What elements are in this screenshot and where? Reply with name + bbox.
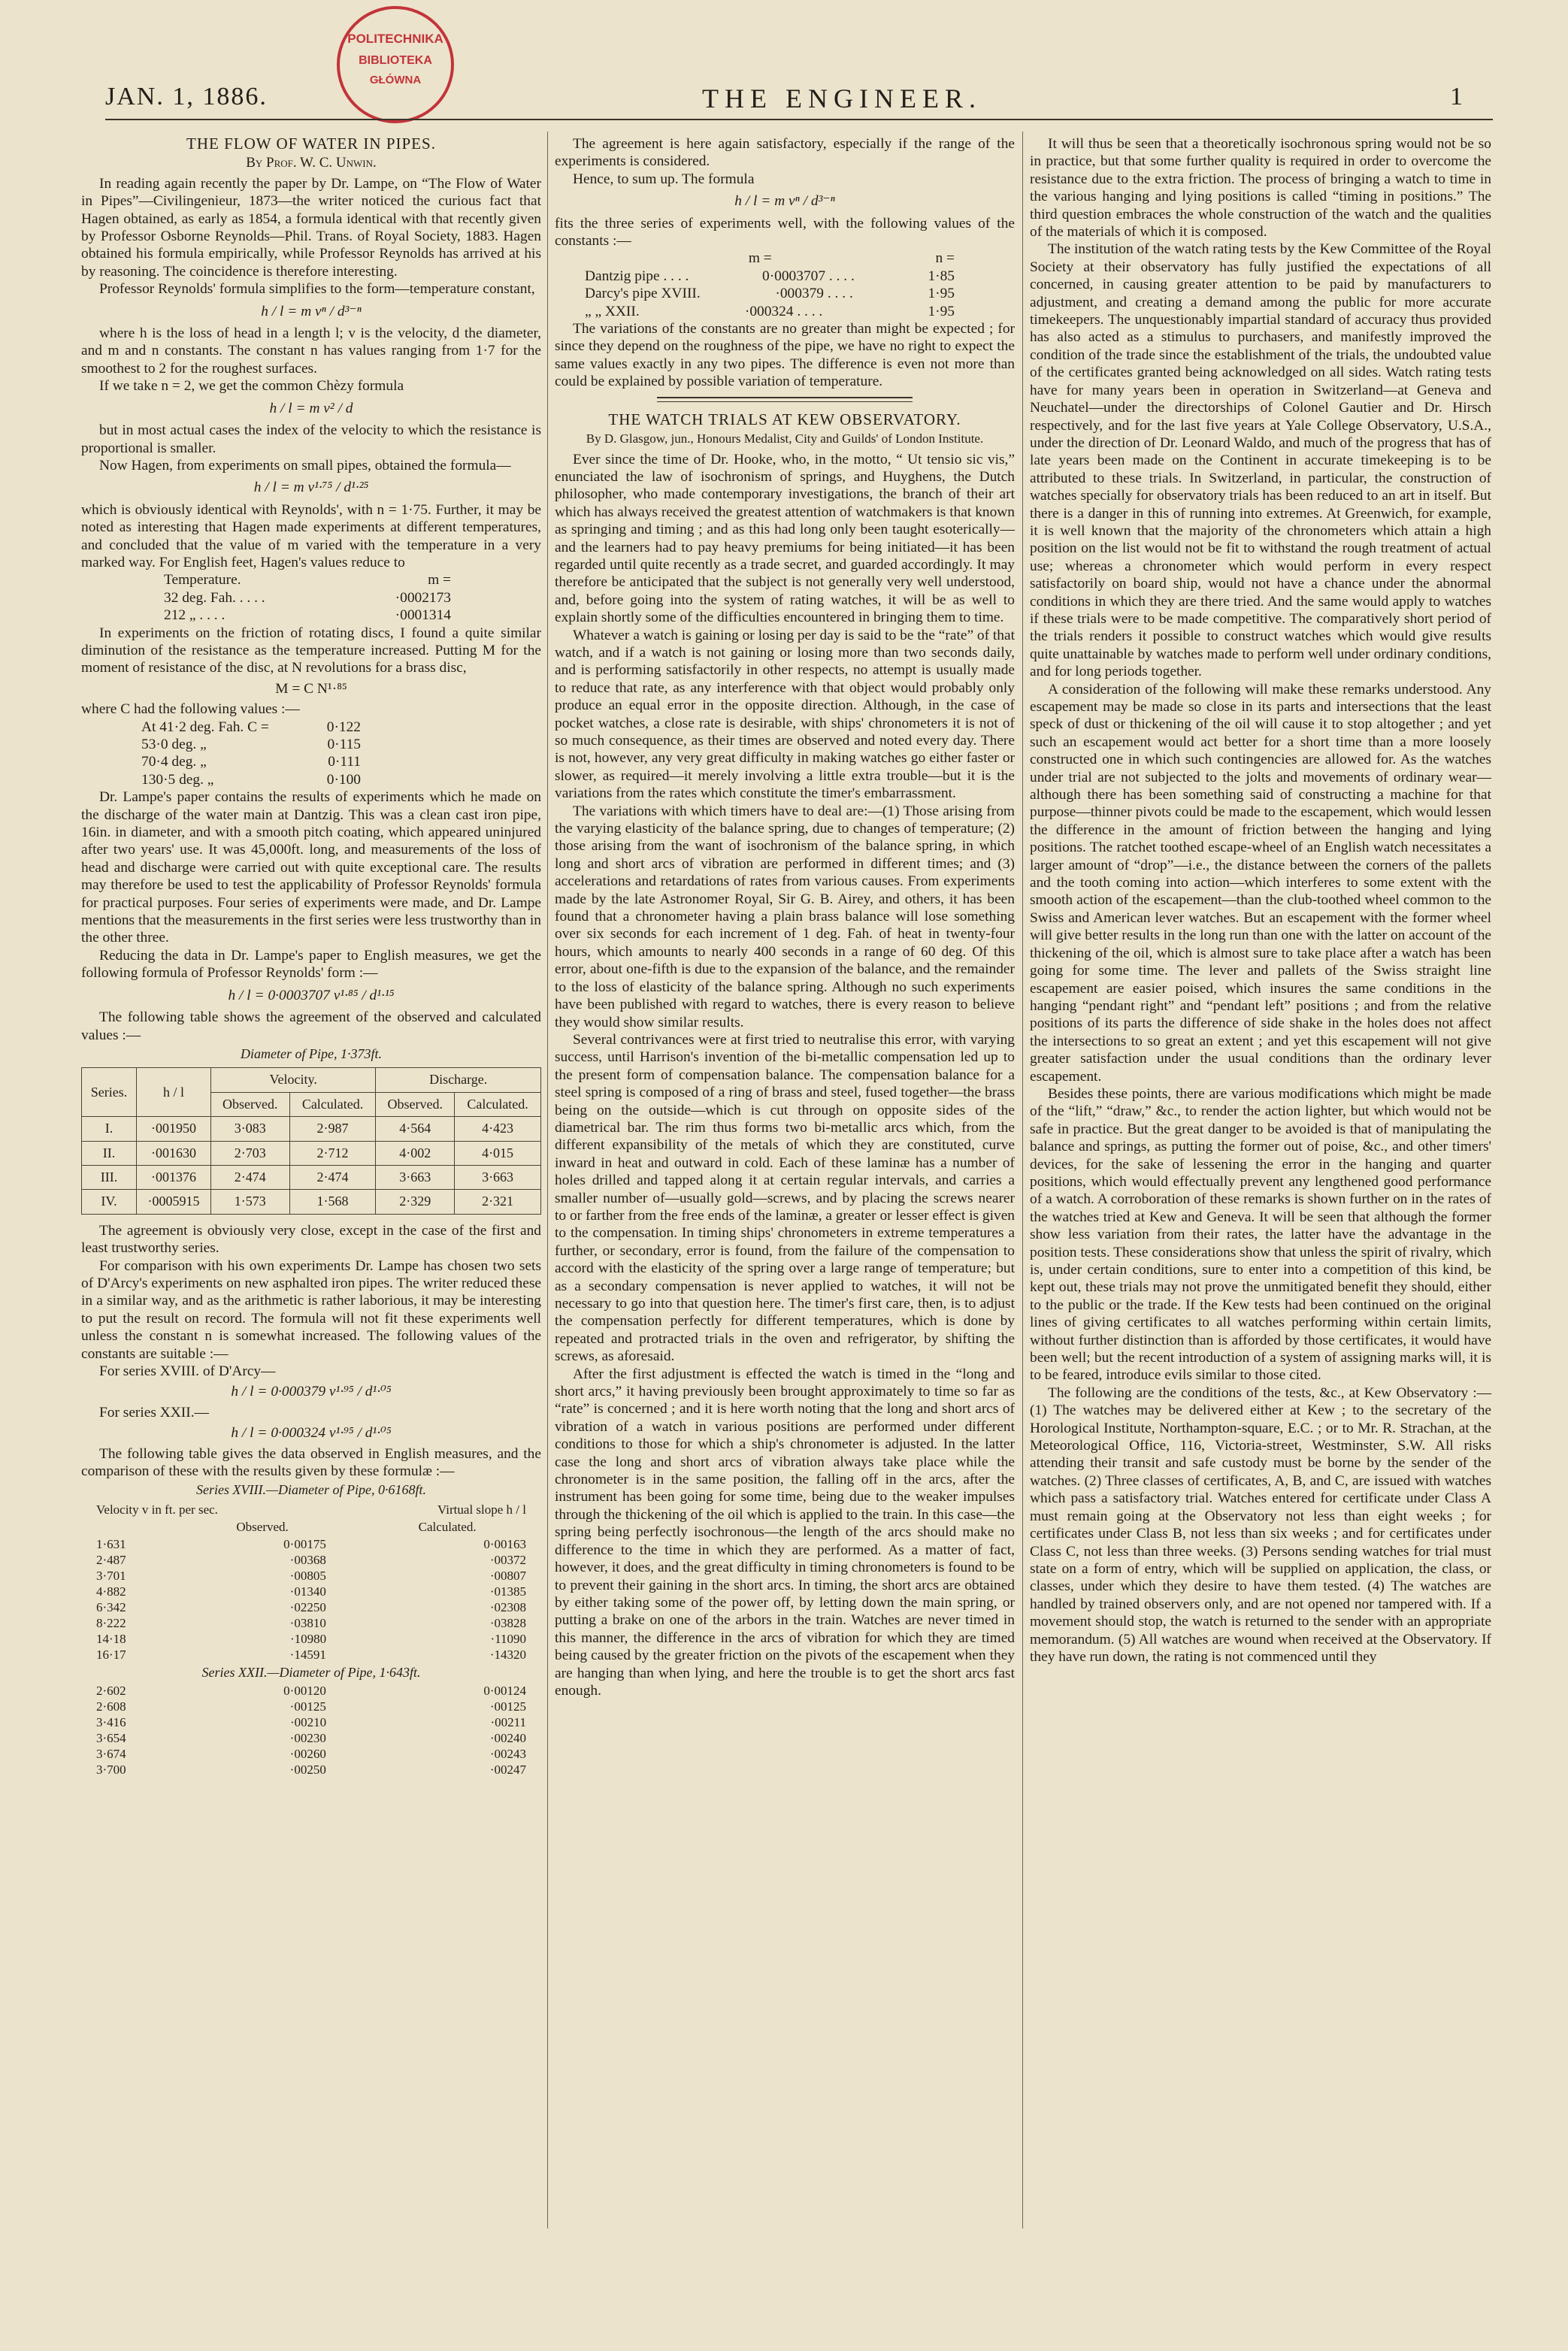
paragraph: A consideration of the following will make these remarks understood. Any escapement may be made so close in its parts and intersections that the least speck of dust or thickening of the oil will cause it to stop altogether ; and yet such an escapement would act better for a short time than a more loosely constructed one in which such contingencies are allowed for. As the watches under trial are not subjected to the jolts and movements of ordinary wear—although there has been something said of constructing a machine for that purpose—thinner pivots could be made to the escapement, which would lessen the difference in the amount of friction between the hanging and lying positions. The ratchet toothed escape-wheel of an English watch necessitates a larger amount of “drop”—i.e., the distance between the corners of the pallets and the tooth coming into action—which interferes to some extent with the smooth action of the escapement—than the club-toothed wheel common to the Swiss and American lever watches. But an escapement with the former wheel will give better results in the long run than one with the latter on account of the thickening of the oil, which is almost sure to take place after a watch has been going for some time. The lever and pallets of the Swiss straight line escapement are easier poised, which insures the same conditions in the hanging “pendant right” and “pendant left” positions ; and from the relative positions of its parts the difference of side shake in the holes does not affect the intersections to so great an extent ; and yet this escapement will not give greater satisfaction under the usual conditions than the ordinary lever escapement. (1030, 681, 1491, 1085)
table-cell: ·00240 (489, 1731, 526, 1746)
table-row (96, 1584, 526, 1599)
table-cell: ·00210 (289, 1715, 327, 1730)
table-cell: 0·00175 (283, 1536, 326, 1551)
table-cell: 1·85 (928, 268, 955, 284)
table-cell: 8·222 (96, 1615, 126, 1630)
table-cell: 2·487 (96, 1552, 126, 1567)
paragraph: fits the three series of experiments well, with the following values of the constants :— (555, 215, 1015, 250)
paragraph: Several contrivances were at first tried to neutralise this error, with varying success, until Harrison's invention of the bi-metallic compensation led up to the present form of compensation balance. The compensation balance for a steel spring is composed of a ring of brass and steel, fused together—the brass being on the outside—which is cut through on opposite sides of the diametrical bar. The rim thus forms two bi-metallic arcs which, from the different expansibility of the metals of which they are constituted, curve inward in heat and outward in cold. Each of these laminæ has a number of holes drilled and tapped along it at certain regular intervals, and carries a smaller number of—usually gold—screws, and by placing the screws nearer to or farther from the free ends of the laminæ, a greater or lesser effect is given to the compensation. In timing ships' chronometers in extreme temperatures a further, or secondary, error is found, from the failure of the compensation to accord with the elasticity of the spring over a large range of temperature; but as a secondary compensation is never applied to watches, it will not be necessary to go into that question here. The timer's first care, then, is to adjust the compensation perfectly for different temperatures, which is done by repeated and protracted trials in the oven and refrigerator, by shifting the screws, as aforesaid. (555, 1031, 1015, 1365)
table-cell: 0·00124 (483, 1684, 526, 1699)
paragraph: The following table gives the data observed in English measures, and the comparison of these with the results given by these formulæ :— (81, 1445, 541, 1480)
paragraph: Dr. Lampe's paper contains the results of experiments which he made on the discharge of the water main at Dantzig. This was a clean cast iron pipe, 16in. in diameter, and with a smooth pitch coating, which appeared uninjured after two years' use. It was 45,000ft. long, and measurements of the loss of head and discharge were carried out with quite exceptional care. The results may therefore be used to test the applicability of Professor Reynolds' formula for practical purposes. Four series of experiments were made, and Dr. Lampe mentions that the measurements in the first series were less trustworthy than in the other three. (81, 789, 541, 946)
table-cell: 0·00120 (283, 1684, 326, 1699)
formula: h / l = m vⁿ / d³⁻ⁿ (734, 193, 835, 210)
table-cell: 2·608 (96, 1699, 126, 1714)
table-cell: ·000324 . . . . (744, 303, 823, 319)
table-cell: 0·00163 (483, 1536, 526, 1551)
table-row (96, 1631, 526, 1647)
table-cell: 3·700 (96, 1762, 126, 1778)
table-row (585, 285, 955, 302)
paragraph: Whatever a watch is gaining or losing per day is said to be the “rate” of that watch, and if a watch is not gaining or losing more than two seconds daily, and is performing satisfactorily in other respects, no attempt is usually made to reduce that rate, as any interference with that object would probably only produce an equal error in the opposite direction. Although, in the case of pocket watches, a close rate is desirable, with ships' chronometers it is not of so much consequence, as their times are observed and noted every day. There is not, however, any very great difficulty in making watches go either faster or slower, as required—it merely involving a little extra trouble—but it is the variations from the rates which constitute the timer's embarrassment. (555, 627, 1015, 802)
table-cell: 6·342 (96, 1599, 126, 1614)
table-row (96, 1647, 526, 1663)
table-cell: m = (748, 250, 772, 267)
paragraph: For series XVIII. of D'Arcy— (99, 1363, 276, 1379)
table-row (96, 1615, 526, 1631)
table-cell: ·01385 (489, 1584, 526, 1599)
paragraph: The institution of the watch rating tests by the Kew Committee of the Royal Society at their observatory has fully justified the expectations of all concerned, in causing greater attention to be paid by manufacturers to adjustment, and creating a demand among the public for more accurate timekeepers. The unquestionably impartial standard of accuracy thus provided has also acted as a stimulus to purchasers, and manifestly improved the condition of the trade since the establishment of the trials, the undoubted value of the certificates granted being acknowledged on all sides. Watch rating tests have for many years been in operation in Switzerland—at Geneva and Neuchatel—under the directorships of Colonel Gautier and Dr. Hirsch respectively, and for the last five years at Yale College Observatory, U.S.A., under the direction of Dr. Leonard Waldo, and much of the progress that has of late years been made on the Continent in accurate timekeeping is to be attributed to these trials. In Switzerland, in particular, the construction of watches specially for observatory trials has been reduced to an art in itself. But there is a danger in this of running into extremes. At Greenwich, for example, it is well known that the majority of the chronometers which attain a high position on the list would not be fit to withstand the rough treatment of actual use; whereas a chronometer which would perform in every respect satisfactorily on board ship, would not have a chance under the abnormal conditions in which they are there tried. And the same would apply to watches if these trials were to be made competitive. The comparatively short period of the trials renders it possible to construct watches which would give results quite unattainable by watches made to perform well under ordinary conditions, and for long periods together. (1030, 241, 1491, 680)
paragraph: In experiments on the friction of rotating discs, I found a quite similar diminution of the resistance as the temperature increased. Putting M for the moment of resistance of the disc, at N revolutions for a brass disc, (81, 625, 541, 676)
table-cell: ·00250 (289, 1762, 326, 1778)
table-caption: Diameter of Pipe, 1·373ft. (241, 1045, 382, 1061)
formula: h / l = 0·0003707 v¹·⁸⁵ / d¹·¹⁵ (228, 987, 395, 1003)
table-cell: ·00230 (289, 1731, 326, 1746)
table-cell: ·01340 (289, 1584, 326, 1599)
paragraph: In reading again recently the paper by Dr. Lampe, on “The Flow of Water in Pipes”—Civilingenieur, 1873—the writer noticed the curious fact that Hagen obtained, as early as 1854, a formula identical with that recently given by Professor Osborne Reynolds—Phil. Trans. of Royal Society, 1883. Hagen obtained his formula empirically, while Professor Reynolds has arrived at his by reasoning. The coincidence is therefore interesting. (81, 175, 541, 280)
table-cell: ·03828 (489, 1615, 526, 1630)
series-xxii-rows (81, 1683, 541, 1778)
table-cell: 2·602 (96, 1684, 126, 1699)
table-row (96, 1730, 526, 1746)
column-3 (1030, 135, 1491, 1666)
article-byline: By Prof. W. C. Unwin. (246, 155, 377, 171)
article-title: THE WATCH TRIALS AT KEW OBSERVATORY. (608, 410, 961, 428)
column-rule-1 (547, 132, 548, 2228)
table-cell: 16·17 (96, 1647, 126, 1662)
issue-date: JAN. 1, 1886. (105, 83, 268, 110)
formula: h / l = m v¹·⁷⁵ / d¹·²⁵ (253, 480, 369, 496)
table-cell: 3·701 (96, 1568, 126, 1583)
paragraph: Besides these points, there are various modifications which might be made of the “lift,” “draw,” &c., to render the action lighter, but which would not be safe in practice. But the great danger to be avoided is that of manipulating the balance and springs, as putting the former out of poise, &c., and other timers' devices, for the sake of lessening the error in the hanging and quarter positions, which would effectually prevent any lengthened good performance of a watch. A corroboration of these remarks is shown further on in the rates of the watches tried at Kew and Geneva. It will be seen that although the former show less variation from their rates, the latter have the advantage in the position tests. These considerations show that unless the spirit of rivalry, which is, under certain conditions, sure to enter into a competition of this kind, be kept out, these trials may not prove the unmitigated benefit they should, either to the public or the trade. If the Kew tests had been continued on the original lines of giving certificates to all watches performing within certain limits, without further distinction than is afforded by those certificates, it would have been well; but the recent introduction of a system of assigning marks will, it is to be feared, introduce evils similar to those cited. (1030, 1085, 1491, 1384)
paragraph: Hence, to sum up. The formula (573, 171, 755, 187)
table-cell: 4·882 (96, 1584, 126, 1599)
table-cell: ·00247 (489, 1762, 526, 1778)
library-stamp: POLITECHNIKA BIBLIOTEKA GŁÓWNA (337, 6, 454, 123)
column-2 (555, 135, 1015, 1699)
table-row (96, 1599, 526, 1615)
table-cell: ·14320 (489, 1647, 526, 1662)
page-number: 1 (1450, 83, 1463, 110)
table-row: IV. ·0005915 1·573 1·568 2·329 2·321 (82, 1190, 541, 1214)
paragraph: It will thus be seen that a theoretically isochronous spring would not be so in practice, but that some further quality is required in order to overcome the resistance due to the extra friction. The process of bringing a watch to time in the various hanging and lying positions is called “timing in positions.” The third question embraces the whole construction of the watch and the qualities of the materials of which it is composed. (1030, 136, 1491, 241)
table-cell: ·00243 (489, 1747, 526, 1762)
table-cell: ·10980 (289, 1631, 327, 1646)
paragraph: Reducing the data in Dr. Lampe's paper to English measures, we get the following formula of Professor Reynolds' form :— (81, 947, 541, 982)
temperature-table: Temperature. m = 32 deg. Fah. . . . . ·0002173 212 „ . . . . ·0001314 (164, 572, 451, 624)
table-cell: ·14591 (289, 1647, 326, 1662)
table-cell: ·02250 (289, 1599, 326, 1614)
table-row (96, 1746, 526, 1762)
table-row (96, 1699, 526, 1714)
paragraph: The variations of the constants are no greater than might be expected ; for since they depend on the roughness of the pipe, we have no right to expect the same values exactly in any two pipes. The difference is even not more than could be explained by possible variation of temperature. (555, 321, 1015, 390)
paragraph: If we take n = 2, we get the common Chèzy formula (99, 378, 404, 395)
table-row (585, 250, 955, 267)
paragraph: Ever since the time of Dr. Hooke, who, in the motto, “ Ut tensio sic vis,” enunciated the law of isochronism of springs, and Huyghens, the Dutch philosopher, who made contemporary investigations, the branch of their art which has always received the greatest attention of watchmakers is that known as springing and timing ; and as this had long only been taught esoterically—and the learners had to pay heavy premiums for being initiated—it has been regarded until quite recently as a trade secret, and guarded accordingly. It may therefore be anticipated that the subject is not generally very well understood, and, before going into the system of rating watches, it will be as well to explain shortly some of the difficulties encountered in bringing them to time. (555, 451, 1015, 626)
table-cell: ·00125 (489, 1699, 526, 1714)
table-cell: 1·95 (928, 286, 955, 302)
header-rule (105, 119, 1493, 120)
series-subheader: Observed. Calculated. (236, 1520, 477, 1535)
table-cell: 3·654 (96, 1731, 126, 1746)
paragraph: Professor Reynolds' formula simplifies to the form—temperature constant, (99, 281, 535, 298)
formula: h / l = 0·000324 v¹·⁹⁵ / d¹·⁰⁵ (231, 1425, 392, 1442)
table-cell: ·00807 (489, 1568, 526, 1583)
table-row: I. ·001950 3·083 2·987 4·564 4·423 (82, 1117, 541, 1141)
table-cell: 1·95 (928, 303, 955, 319)
paragraph: The following table shows the agreement of the observed and calculated values :— (81, 1009, 541, 1043)
table-row (96, 1683, 526, 1699)
paragraph: For series XXII.— (99, 1404, 209, 1421)
formula: h / l = m v² / d (269, 400, 353, 416)
table-row (96, 1762, 526, 1778)
table-cell: 1·631 (96, 1536, 126, 1551)
table-cell: ·11090 (490, 1631, 526, 1646)
series-caption: Series XVIII.—Diameter of Pipe, 0·6168ft. (196, 1482, 426, 1498)
table-cell: ·03810 (289, 1615, 326, 1630)
table-row: II. ·001630 2·703 2·712 4·002 4·015 (82, 1141, 541, 1165)
c-values-table: At 41·2 deg. Fah. C = 0·122 53·0 deg. „ 0·115 70·4 deg. „ 0·111 130·5 deg. „ 0·100 (141, 719, 361, 788)
series-caption: Series XXII.—Diameter of Pipe, 1·643ft. (201, 1664, 421, 1680)
constants-table (555, 250, 1015, 320)
page-header (105, 83, 1493, 128)
table-row (585, 268, 955, 285)
formula: h / l = m vⁿ / d³⁻ⁿ (261, 303, 362, 319)
table-row (96, 1568, 526, 1584)
paragraph: where h is the loss of head in a length l; v is the velocity, d the diameter, and m and n constants. The constant n has values ranging from 1·7 for the smoothest to 2 for the roughest surfaces. (81, 325, 541, 377)
table-cell: 14·18 (96, 1631, 126, 1646)
column-rule-2 (1022, 132, 1023, 2228)
paragraph: The following are the conditions of the tests, &c., at Kew Observatory :—(1) The watches may be delivered either at Kew ; to the secretary of the Horological Institute, Northampton-square, E.C. ; or to Mr. R. Strachan, at the Meteorological Office, 116, Victoria-street, Westminster, S.W. All risks attending their transit and safe custody must be borne by the sender of the watches. (2) Three classes of certificates, A, B, and C, are issued with watches which pass a satisfactory trial. Watches entered for certificate under Class A must remain going at the Observatory not less than eight weeks ; for certificates under Class B, not less than six weeks ; and for certificates under Class C, not less than three weeks. (3) Persons sending watches for trial must state on a form of entry, which will be supplied on application, the class, or classes, under which they desire to have them tested. (4) The watches are handled by trained observers only, and are not opened nor tampered with. If a movement should stop, the watch is returned to the sender with an appropriate memorandum. (5) All watches are wound when received at the Observatory. If they have run down, the rating is not commenced until they (1030, 1384, 1491, 1665)
table-cell: Dantzig pipe . . . . (585, 268, 689, 284)
article-title: THE FLOW OF WATER IN PIPES. (186, 135, 436, 153)
dantzig-table: Series. h / l Velocity. Discharge. Observed. Calculated. Observed. Calculated. I. ·001950 3·083 2·987 4·564 4·423 II. ·001630 2·703 2·712 4·002 4·015 III. ·001376 2·474 2·474 3·663 3·663 IV. ·0005915 1·573 1·568 2·329 2·321 (81, 1067, 541, 1214)
paragraph: After the first adjustment is effected the watch is timed in the “long and short arcs,” it having previously been brought approximately to time so far as “rate” is concerned ; and it is here worth noting that the long and short arcs of vibration of a watch in various positions are performed under different conditions to those for which a ship's chronometer is adjusted. In the latter case the long and short arcs of vibration always take place while the chronometer is in the same position, the falling off in the arcs, after the instrument has been going for some time, being due to the weaker impulses through the thickening of the oil which is applied to the train. In this case—the spring being perfectly isochronous—the length of the arcs should make no difference to the time in which they are performed. As a matter of fact, however, it does, and the great difficulty in timing chronometers is found to be to prevent their gaining in the short arcs. In timing, the short arcs are obtained by either taking some of the power off, by letting down the main spring, or putting a brake on one of the arbors in the train. Watches are never timed in this manner, the difference in the arcs of vibration for which they are timed being caused by the greater friction on the pivots of the escapement when they are hanging than when lying, and here the trouble is to get the short arcs fast enough. (555, 1366, 1015, 1699)
paragraph: The agreement is here again satisfactory, especially if the range of the experiments is considered. (555, 136, 1015, 170)
table-cell: ·00372 (489, 1552, 526, 1567)
paragraph: Now Hagen, from experiments on small pipes, obtained the formula— (99, 457, 511, 474)
formula: h / l = 0·000379 v¹·⁹⁵ / d¹·⁰⁵ (231, 1384, 392, 1400)
article-byline: By D. Glasgow, jun., Honours Medalist, City and Guilds' of London Institute. (586, 431, 984, 446)
table-cell: ·02308 (489, 1599, 526, 1614)
formula: M = C N¹·⁸⁵ (275, 680, 347, 697)
table-cell: ·00125 (289, 1699, 326, 1714)
table-row (96, 1552, 526, 1568)
table-row (96, 1714, 526, 1730)
table-row (585, 303, 955, 320)
table-cell: ·00805 (289, 1568, 326, 1583)
paragraph: which is obviously identical with Reynolds', with n = 1·75. Further, it may be noted as interesting that Hagen made experiments at different temperatures, and concluded that the value of m varied with the temperature in a very marked way. For English feet, Hagen's values reduce to (81, 501, 541, 570)
table-cell: ·00260 (289, 1747, 326, 1762)
table-cell: Darcy's pipe XVIII. (585, 286, 701, 302)
table-row (96, 1536, 526, 1552)
paragraph: where C had the following values :— (81, 701, 300, 718)
table-cell: 3·416 (96, 1715, 126, 1730)
series-xviii-rows (81, 1536, 541, 1663)
paragraph: The agreement is obviously very close, except in the case of the first and least trustworthy series. (81, 1222, 541, 1257)
table-cell: ·00211 (490, 1715, 526, 1730)
masthead-title: THE ENGINEER. (702, 83, 982, 113)
table-cell: n = (935, 250, 955, 267)
table-cell: 3·674 (96, 1747, 126, 1762)
table-cell: „ „ XXII. (585, 303, 640, 319)
table-cell: ·000379 . . . . (775, 286, 853, 302)
series-table-header: Velocity v in ft. per sec. Virtual slope h / l (96, 1502, 526, 1517)
paragraph: but in most actual cases the index of the velocity to which the resistance is proportional is smaller. (81, 422, 541, 456)
paragraph: For comparison with his own experiments Dr. Lampe has chosen two sets of D'Arcy's experiments on new asphalted iron pipes. The writer reduced these in a similar way, and as the arithmetic is rather laborious, it may be interesting to put the result on record. The formula will not fit these experiments well unless the constant n is somewhat increased. The following values of the constants are suitable :— (81, 1257, 541, 1362)
table-cell: ·00368 (289, 1552, 326, 1567)
column-1 (81, 135, 541, 1778)
paragraph: The variations with which timers have to deal are:—(1) Those arising from the varying elasticity of the balance spring, due to changes of temperature; (2) those arising from the want of isochronism of the balance spring, in which long and short arcs of vibration are performed in different times; and (3) accelerations and retardations of rates from various causes. From experiments made by the late Astronomer Royal, Sir G. B. Airey, and others, it has been found that a chronometer having a plain brass balance will lose something over six seconds for each increment of 1 deg. Fah. of heat in twenty-four hours, which amounts to nearly 400 seconds in a range of 60 deg. Of this error, about one-fifth is due to the expansion of the balance, and the remainder to the loss of elasticity of the balance spring. Although no such experiments have been published with regard to watches, there is every reason to believe they would show similar results. (555, 803, 1015, 1030)
table-row: III. ·001376 2·474 2·474 3·663 3·663 (82, 1165, 541, 1189)
article-separator (657, 397, 913, 402)
table-cell: 0·0003707 . . . . (762, 268, 855, 284)
